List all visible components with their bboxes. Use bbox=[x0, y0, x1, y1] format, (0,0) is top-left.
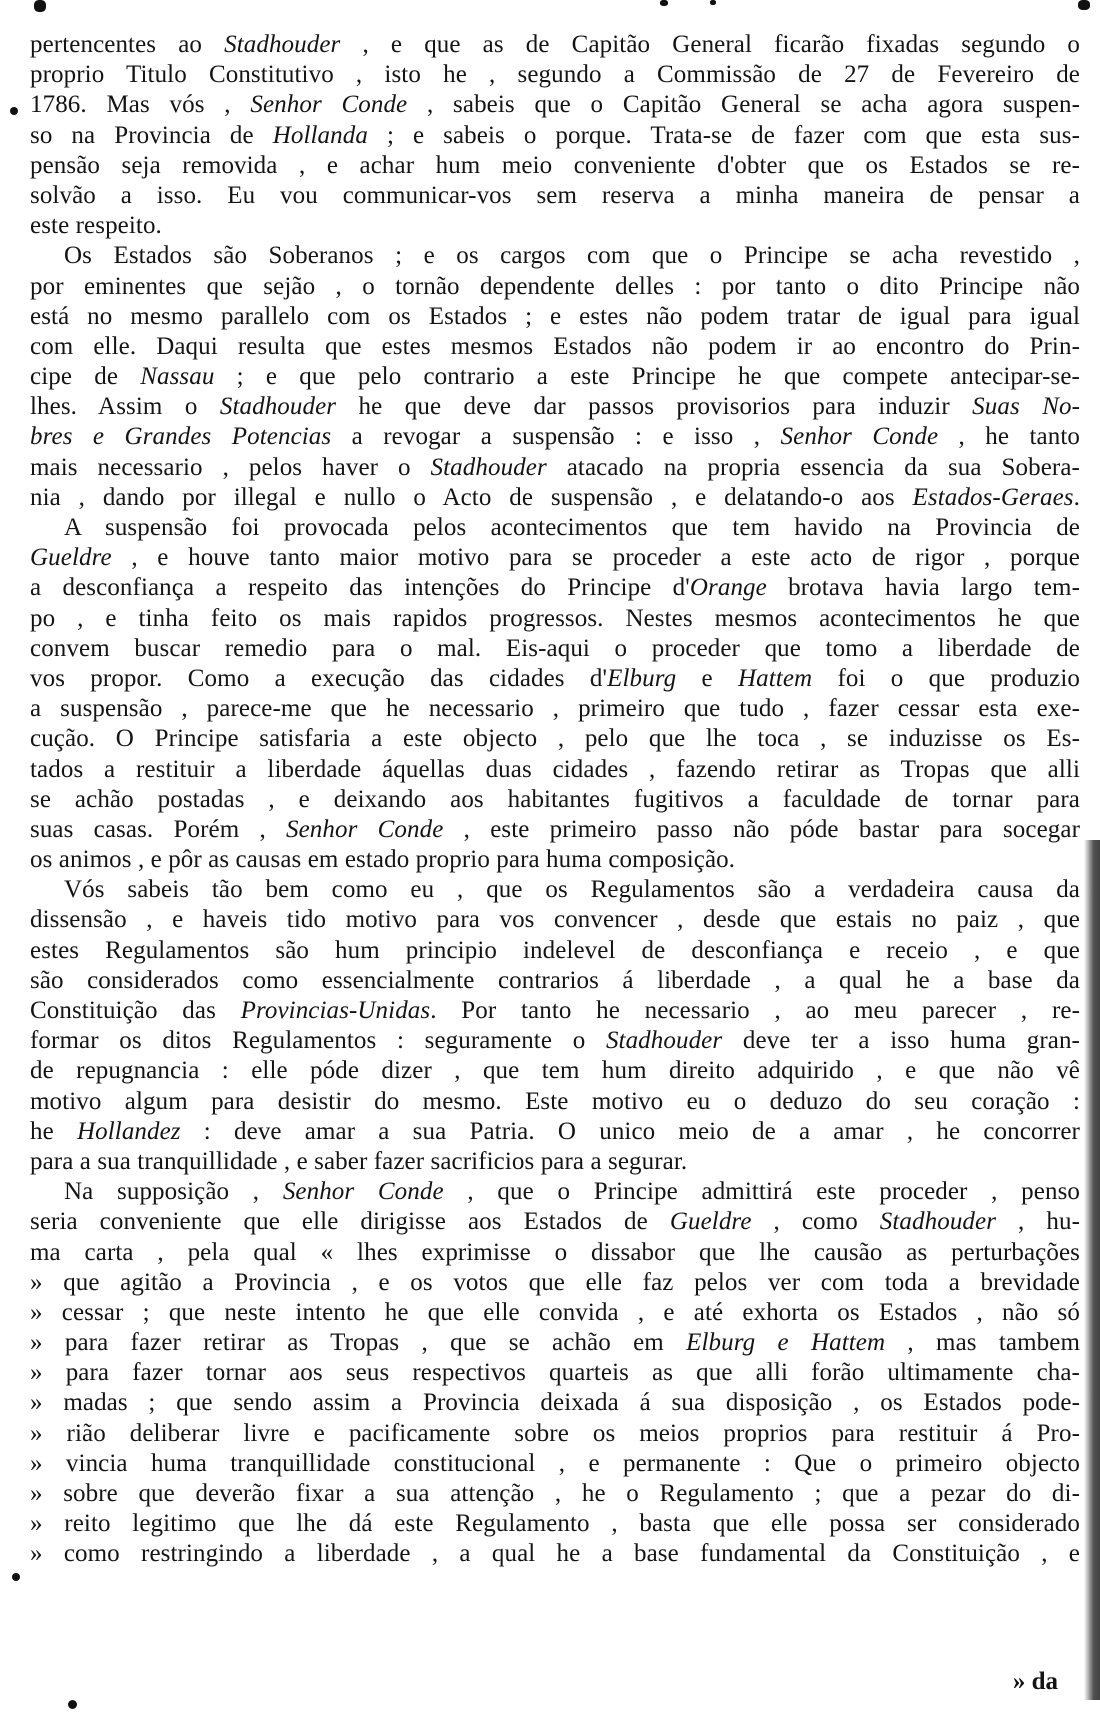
text-line: os animos , e pôr as causas em estado proprio para huma composição. bbox=[30, 846, 736, 874]
ink-speck bbox=[10, 107, 18, 115]
text-line: pensão seja removida , e achar hum meio conveniente d'obter que os Estados se re- bbox=[30, 151, 1080, 179]
text-line: para a sua tranquillidade , e saber fazer sacrificios para a segurar. bbox=[30, 1147, 688, 1175]
text-line: tados a restituir a liberdade áquellas duas cidades , fazendo retirar as Tropas que alli bbox=[30, 755, 1080, 783]
text-line: vos propor. Como a execução das cidades d'Elburg e Hattem foi o que produzio bbox=[30, 664, 1080, 692]
text-line: motivo algum para desistir do mesmo. Este motivo eu o deduzo do seu coração : bbox=[30, 1087, 1080, 1115]
text-line: Gueldre , e houve tanto maior motivo para se proceder a este acto de rigor , porque bbox=[30, 544, 1080, 572]
text-line: » para fazer tornar aos seus respectivos quarteis as que alli forão ultimamente cha- bbox=[30, 1359, 1080, 1387]
text-line: são considerados como essencialmente contrarios á liberdade , a qual he a base da bbox=[30, 966, 1080, 994]
text-line: mais necessario , pelos haver o Stadhouder atacado na propria essencia da sua Sobera- bbox=[30, 453, 1080, 481]
text-line: convem buscar remedio para o mal. Eis-aqui o proceder que tomo a liberdade de bbox=[30, 634, 1080, 662]
text-line: cução. O Principe satisfaria a este objecto , pelo que lhe toca , se induzisse os Es- bbox=[30, 725, 1080, 753]
page-edge-shadow bbox=[1084, 840, 1100, 1700]
text-line: he Hollandez : deve amar a sua Patria. O unico meio de a amar , he concorrer bbox=[30, 1117, 1080, 1145]
text-line: 1786. Mas vós , Senhor Conde , sabeis que o Capitão General se acha agora suspen- bbox=[30, 91, 1081, 119]
text-line: estes Regulamentos são hum principio indelevel de desconfiança e receio , e que bbox=[30, 936, 1080, 964]
body-text bbox=[30, 30, 1080, 1570]
text-line: suas casas. Porém , Senhor Conde , este primeiro passo não póde bastar para socegar bbox=[30, 815, 1080, 843]
text-line: so na Provincia de Hollanda ; e sabeis o porque. Trata-se de fazer com que esta sus- bbox=[30, 121, 1081, 149]
text-line: » madas ; que sendo assim a Provincia deixada á sua disposição , os Estados pode- bbox=[30, 1389, 1080, 1417]
text-line: » cessar ; que neste intento he que elle convida , e até exhorta os Estados , não só bbox=[30, 1298, 1080, 1326]
text-line: po , e tinha feito os mais rapidos progressos. Nestes mesmos acontecimentos he que bbox=[30, 604, 1080, 632]
text-line: formar os ditos Regulamentos : seguramente o Stadhouder deve ter a isso huma gran- bbox=[30, 1027, 1080, 1055]
text-line: se achão postadas , e deixando aos habitantes fugitivos a faculdade de tornar para bbox=[30, 785, 1080, 813]
text-line: » que agitão a Provincia , e os votos que elle faz pelos ver com toda a brevidade bbox=[30, 1268, 1080, 1296]
text-line: » como restringindo a liberdade , a qual he a base fundamental da Constituição , e bbox=[30, 1540, 1080, 1568]
text-line: Constituição das Provincias-Unidas. Por tanto he necessario , ao meu parecer , re- bbox=[30, 997, 1081, 1024]
text-line: está no mesmo parallelo com os Estados ; e estes não podem tratar de igual para igual bbox=[30, 302, 1080, 330]
text-line: bres e Grandes Potencias a revogar a suspensão : e isso , Senhor Conde , he tanto bbox=[30, 423, 1080, 451]
text-line: com elle. Daqui resulta que estes mesmos Estados não podem ir ao encontro do Prin- bbox=[30, 332, 1080, 360]
text-line: Vós sabeis tão bem como eu , que os Regulamentos são a verdadeira causa da bbox=[64, 876, 1080, 904]
text-line: este respeito. bbox=[30, 212, 162, 240]
text-line: cipe de Nassau ; e que pelo contrario a este Principe he que compete antecipar-se- bbox=[30, 363, 1080, 391]
text-line: ma carta , pela qual « lhes exprimisse o dissabor que lhe causão as perturbações bbox=[30, 1238, 1080, 1266]
text-line: Os Estados são Soberanos ; e os cargos com que o Principe se acha revestido , bbox=[64, 242, 1080, 270]
text-line: a desconfiança a respeito das intenções do Principe d'Orange brotava havia largo tem- bbox=[30, 574, 1080, 602]
text-line: » reito legitimo que lhe dá este Regulamento , basta que elle possa ser considerado bbox=[30, 1510, 1080, 1538]
text-line: de repugnancia : elle póde dizer , que tem hum direito adquirido , e que não vê bbox=[30, 1057, 1080, 1085]
ink-speck bbox=[12, 1573, 20, 1581]
text-line: » rião deliberar livre e pacificamente sobre os meios proprios para restituir á Pro- bbox=[30, 1419, 1080, 1447]
text-line: seria conveniente que elle dirigisse aos Estados de Gueldre , como Stadhouder , hu- bbox=[30, 1208, 1081, 1236]
text-line: dissensão , e haveis tido motivo para vos convencer , desde que estais no paiz , que bbox=[30, 906, 1080, 934]
text-line: nia , dando por illegal e nullo o Acto de suspensão , e delatando-o aos Estados-Geraes. bbox=[30, 483, 1080, 511]
text-line: solvão a isso. Eu vou communicar-vos sem reserva a minha maneira de pensar a bbox=[30, 181, 1080, 209]
text-line: pertencentes ao Stadhouder , e que as de Capitão General ficarão fixadas segundo o bbox=[30, 31, 1080, 58]
text-line: » para fazer retirar as Tropas , que se achão em Elburg e Hattem , mas tambem bbox=[30, 1329, 1080, 1357]
text-line: » sobre que deverão fixar a sua attenção , he o Regulamento ; que a pezar do di- bbox=[30, 1480, 1080, 1507]
text-line: » vincia huma tranquillidade constitucional , e permanente : Que o primeiro objecto bbox=[30, 1449, 1080, 1477]
text-line: Na supposição , Senhor Conde , que o Principe admittirá este proceder , penso bbox=[64, 1178, 1081, 1206]
text-line: por eminentes que sejão , o tornão dependente delles : por tanto o dito Principe não bbox=[30, 272, 1080, 300]
top-edge-ink-blots bbox=[0, 0, 1100, 14]
catchword: » da bbox=[1012, 1668, 1058, 1695]
text-line: proprio Titulo Constitutivo , isto he , segundo a Commissão de 27 de Fevereiro de bbox=[30, 61, 1080, 89]
ink-speck bbox=[68, 1700, 77, 1709]
text-line: A suspensão foi provocada pelos acontecimentos que tem havido na Provincia de bbox=[64, 514, 1080, 541]
text-line: a suspensão , parece-me que he necessario , primeiro que tudo , fazer cessar esta exe- bbox=[30, 695, 1080, 723]
text-line: lhes. Assim o Stadhouder he que deve dar passos provisorios para induzir Suas No- bbox=[30, 393, 1081, 421]
